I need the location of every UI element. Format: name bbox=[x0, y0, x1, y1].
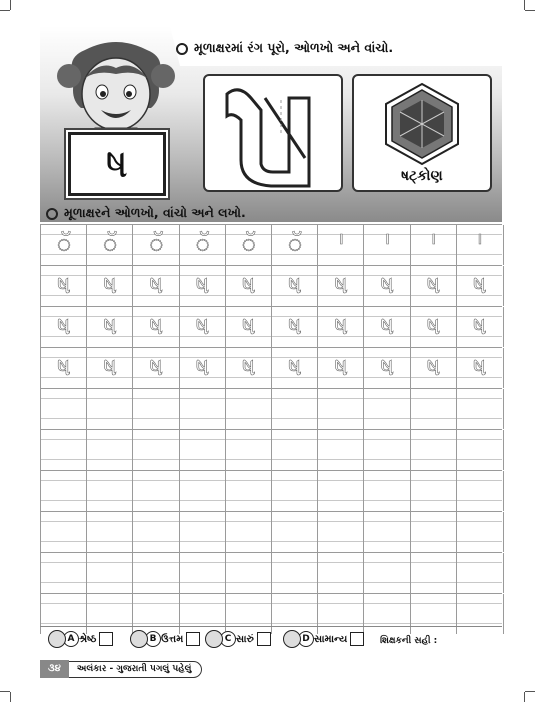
trace-letter: ષ bbox=[473, 271, 487, 299]
trace-letter: ષ bbox=[103, 353, 117, 381]
trace-letter: ષ bbox=[195, 353, 210, 381]
writing-cell[interactable] bbox=[225, 430, 272, 470]
smiley-icon bbox=[130, 630, 148, 648]
trace-letter: ॅ bbox=[103, 230, 118, 258]
writing-cell[interactable] bbox=[317, 348, 364, 388]
grade-letter: D bbox=[298, 631, 314, 647]
trace-letter: ષ bbox=[473, 353, 487, 381]
trace-letter: ષ bbox=[103, 312, 117, 340]
crop-mark bbox=[0, 691, 10, 692]
writing-row bbox=[40, 265, 502, 306]
trace-letter: ષ bbox=[380, 271, 395, 299]
letter-card bbox=[203, 74, 343, 192]
writing-cell[interactable] bbox=[410, 553, 457, 593]
writing-cell[interactable] bbox=[132, 307, 179, 347]
writing-cell[interactable] bbox=[225, 348, 272, 388]
smiley-icon bbox=[48, 630, 66, 648]
trace-letter: ષ bbox=[288, 312, 302, 340]
writing-cell[interactable] bbox=[225, 225, 272, 265]
trace-letter: ષ bbox=[149, 353, 164, 381]
writing-cell[interactable] bbox=[179, 389, 226, 429]
writing-cell[interactable] bbox=[179, 512, 226, 552]
writing-cell[interactable] bbox=[363, 225, 410, 265]
writing-cell[interactable] bbox=[225, 307, 272, 347]
trace-letter: ષ bbox=[149, 312, 164, 340]
trace-letter: ષ bbox=[334, 353, 348, 381]
writing-cell[interactable] bbox=[40, 348, 87, 388]
trace-letter: ષ bbox=[288, 271, 302, 299]
writing-row bbox=[40, 388, 502, 429]
writing-cell[interactable] bbox=[40, 471, 87, 511]
writing-cell[interactable] bbox=[456, 225, 504, 265]
trace-letter: ॅ bbox=[241, 230, 256, 258]
grade-label: ઉત્તમ bbox=[161, 633, 184, 645]
writing-cell[interactable] bbox=[317, 553, 364, 593]
writing-cell[interactable] bbox=[271, 389, 318, 429]
writing-cell[interactable] bbox=[132, 389, 179, 429]
writing-cell[interactable] bbox=[271, 471, 318, 511]
trace-letter: ષ bbox=[57, 271, 71, 299]
trace-letter: ષ bbox=[57, 353, 71, 381]
writing-cell[interactable] bbox=[317, 471, 364, 511]
writing-cell[interactable] bbox=[271, 266, 318, 306]
writing-cell[interactable] bbox=[86, 389, 133, 429]
teacher-sign-label: શિક્ષકની સહી : bbox=[380, 636, 438, 646]
trace-letter: ષ bbox=[426, 353, 441, 381]
writing-cell[interactable] bbox=[86, 307, 133, 347]
writing-cell[interactable] bbox=[86, 430, 133, 470]
writing-cell[interactable] bbox=[363, 512, 410, 552]
writing-cell[interactable] bbox=[271, 307, 318, 347]
writing-row bbox=[40, 511, 502, 552]
writing-cell[interactable] bbox=[317, 307, 364, 347]
letter-board bbox=[68, 132, 166, 196]
writing-cell[interactable] bbox=[132, 512, 179, 552]
writing-cell[interactable] bbox=[317, 512, 364, 552]
writing-cell[interactable] bbox=[363, 471, 410, 511]
grade-letter: B bbox=[145, 631, 161, 647]
trace-letter: ᑊ bbox=[338, 230, 344, 258]
writing-row bbox=[40, 552, 502, 593]
trace-letter: ॅ bbox=[287, 230, 303, 258]
writing-cell[interactable] bbox=[132, 553, 179, 593]
writing-cell[interactable] bbox=[456, 430, 504, 470]
trace-letter: ષ bbox=[57, 312, 71, 340]
crop-mark bbox=[525, 10, 535, 11]
grade-label: સારું bbox=[236, 633, 254, 645]
writing-cell[interactable] bbox=[410, 348, 457, 388]
grade-checkbox[interactable] bbox=[99, 632, 113, 646]
writing-cell[interactable] bbox=[40, 307, 87, 347]
writing-cell[interactable] bbox=[225, 471, 272, 511]
writing-cell[interactable] bbox=[317, 389, 364, 429]
crop-mark bbox=[524, 0, 525, 10]
writing-cell[interactable] bbox=[410, 307, 457, 347]
trace-letter: ષ bbox=[195, 312, 210, 340]
writing-cell[interactable] bbox=[132, 430, 179, 470]
writing-cell[interactable] bbox=[86, 512, 133, 552]
trace-letter: ષ bbox=[380, 353, 395, 381]
writing-cell[interactable] bbox=[179, 471, 226, 511]
smiley-icon bbox=[283, 630, 301, 648]
trace-letter: ષ bbox=[242, 312, 256, 340]
grade-checkbox[interactable] bbox=[257, 632, 271, 646]
crop-mark bbox=[524, 692, 525, 702]
writing-cell[interactable] bbox=[40, 430, 87, 470]
writing-cell[interactable] bbox=[410, 430, 457, 470]
bullet-icon bbox=[176, 43, 188, 55]
writing-cell[interactable] bbox=[179, 266, 226, 306]
writing-cell[interactable] bbox=[86, 266, 133, 306]
writing-cell[interactable] bbox=[363, 307, 410, 347]
writing-cell[interactable] bbox=[225, 389, 272, 429]
hexagon-label: ષટ્કોણ bbox=[401, 168, 443, 184]
writing-cell[interactable] bbox=[132, 266, 179, 306]
grade-label: સામાન્ય bbox=[314, 633, 348, 645]
trace-letter: ષ bbox=[149, 271, 164, 299]
writing-cell[interactable] bbox=[410, 471, 457, 511]
writing-cell[interactable] bbox=[410, 266, 457, 306]
writing-cell[interactable] bbox=[317, 225, 364, 265]
trace-letter: ᑊ bbox=[477, 230, 483, 258]
trace-letter: ષ bbox=[426, 271, 441, 299]
writing-cell[interactable] bbox=[40, 512, 87, 552]
trace-letter: ᑊ bbox=[385, 230, 390, 258]
writing-cell[interactable] bbox=[456, 553, 504, 593]
grade-label: શ્રેષ્ઠ bbox=[79, 633, 97, 645]
writing-row bbox=[40, 224, 502, 265]
smiley-icon bbox=[205, 630, 223, 648]
grade-option bbox=[130, 630, 200, 648]
writing-cell[interactable] bbox=[456, 307, 504, 347]
writing-row bbox=[40, 470, 502, 511]
writing-cell[interactable] bbox=[132, 348, 179, 388]
writing-cell[interactable] bbox=[317, 430, 364, 470]
trace-letter: ષ bbox=[242, 353, 256, 381]
writing-cell[interactable] bbox=[40, 389, 87, 429]
writing-cell[interactable] bbox=[132, 225, 179, 265]
crop-mark bbox=[10, 0, 11, 10]
writing-cell[interactable] bbox=[225, 512, 272, 552]
writing-cell[interactable] bbox=[40, 266, 87, 306]
grade-option bbox=[205, 630, 271, 648]
writing-cell[interactable] bbox=[456, 389, 504, 429]
grade-option bbox=[283, 630, 364, 648]
writing-cell[interactable] bbox=[363, 553, 410, 593]
writing-cell[interactable] bbox=[456, 266, 504, 306]
board-letter: ષ bbox=[105, 141, 129, 187]
writing-row bbox=[40, 306, 502, 347]
trace-letter: ષ bbox=[334, 271, 348, 299]
crop-mark bbox=[10, 692, 11, 702]
writing-cell[interactable] bbox=[363, 389, 410, 429]
grade-checkbox[interactable] bbox=[186, 632, 200, 646]
grade-letter: A bbox=[63, 631, 79, 647]
writing-cell[interactable] bbox=[86, 471, 133, 511]
writing-cell[interactable] bbox=[363, 348, 410, 388]
writing-cell[interactable] bbox=[179, 348, 226, 388]
writing-cell[interactable] bbox=[40, 225, 87, 265]
writing-cell[interactable] bbox=[86, 553, 133, 593]
hexagon-card bbox=[352, 74, 492, 192]
trace-letter: ॅ bbox=[195, 230, 210, 258]
crop-mark bbox=[0, 10, 10, 11]
outline-letter-icon bbox=[205, 76, 341, 190]
grade-letter: C bbox=[220, 631, 236, 647]
page-title: અલંકાર - ગુજરાતી પગલું પહેલું bbox=[69, 661, 203, 678]
writing-cell[interactable] bbox=[317, 266, 364, 306]
writing-cell[interactable] bbox=[225, 266, 272, 306]
trace-letter: ષ bbox=[195, 271, 210, 299]
writing-cell[interactable] bbox=[179, 307, 226, 347]
writing-cell[interactable] bbox=[410, 389, 457, 429]
trace-letter: ᑊ bbox=[431, 230, 436, 258]
writing-cell[interactable] bbox=[456, 512, 504, 552]
writing-cell[interactable] bbox=[271, 225, 318, 265]
trace-letter: ષ bbox=[334, 312, 348, 340]
trace-letter: ષ bbox=[426, 312, 441, 340]
writing-cell[interactable] bbox=[456, 471, 504, 511]
writing-cell[interactable] bbox=[363, 266, 410, 306]
writing-cell[interactable] bbox=[179, 553, 226, 593]
writing-cell[interactable] bbox=[410, 512, 457, 552]
trace-letter: ॅ bbox=[149, 230, 164, 258]
writing-cell[interactable] bbox=[225, 553, 272, 593]
writing-cell[interactable] bbox=[40, 553, 87, 593]
writing-cell[interactable] bbox=[179, 225, 226, 265]
writing-cell[interactable] bbox=[271, 430, 318, 470]
bullet-icon bbox=[46, 208, 58, 220]
trace-letter: ષ bbox=[288, 353, 302, 381]
trace-letter: ષ bbox=[473, 312, 487, 340]
page-number: ૩૪ bbox=[40, 660, 69, 678]
writing-cell[interactable] bbox=[86, 348, 133, 388]
writing-cell[interactable] bbox=[410, 225, 457, 265]
writing-grid bbox=[40, 224, 502, 634]
trace-letter: ષ bbox=[380, 312, 395, 340]
grade-checkbox[interactable] bbox=[350, 632, 364, 646]
writing-cell[interactable] bbox=[179, 430, 226, 470]
instruction-top: મૂળાક્ષરમાં રંગ પૂરો, ઓળખો અને વાંચો. bbox=[176, 40, 393, 56]
writing-cell[interactable] bbox=[456, 348, 504, 388]
grade-option bbox=[48, 630, 113, 648]
trace-letter: ષ bbox=[242, 271, 256, 299]
crop-mark bbox=[525, 691, 535, 692]
writing-cell[interactable] bbox=[132, 471, 179, 511]
writing-cell[interactable] bbox=[271, 348, 318, 388]
trace-letter: ॅ bbox=[56, 230, 72, 258]
trace-letter: ષ bbox=[103, 271, 117, 299]
writing-row bbox=[40, 429, 502, 470]
writing-cell[interactable] bbox=[271, 512, 318, 552]
writing-cell[interactable] bbox=[86, 225, 133, 265]
writing-cell[interactable] bbox=[271, 553, 318, 593]
writing-row bbox=[40, 347, 502, 388]
writing-cell[interactable] bbox=[363, 430, 410, 470]
instruction-middle: મૂળાક્ષરને ઓળખો, વાંચો અને લખો. bbox=[46, 205, 246, 221]
page-footer bbox=[40, 660, 202, 678]
